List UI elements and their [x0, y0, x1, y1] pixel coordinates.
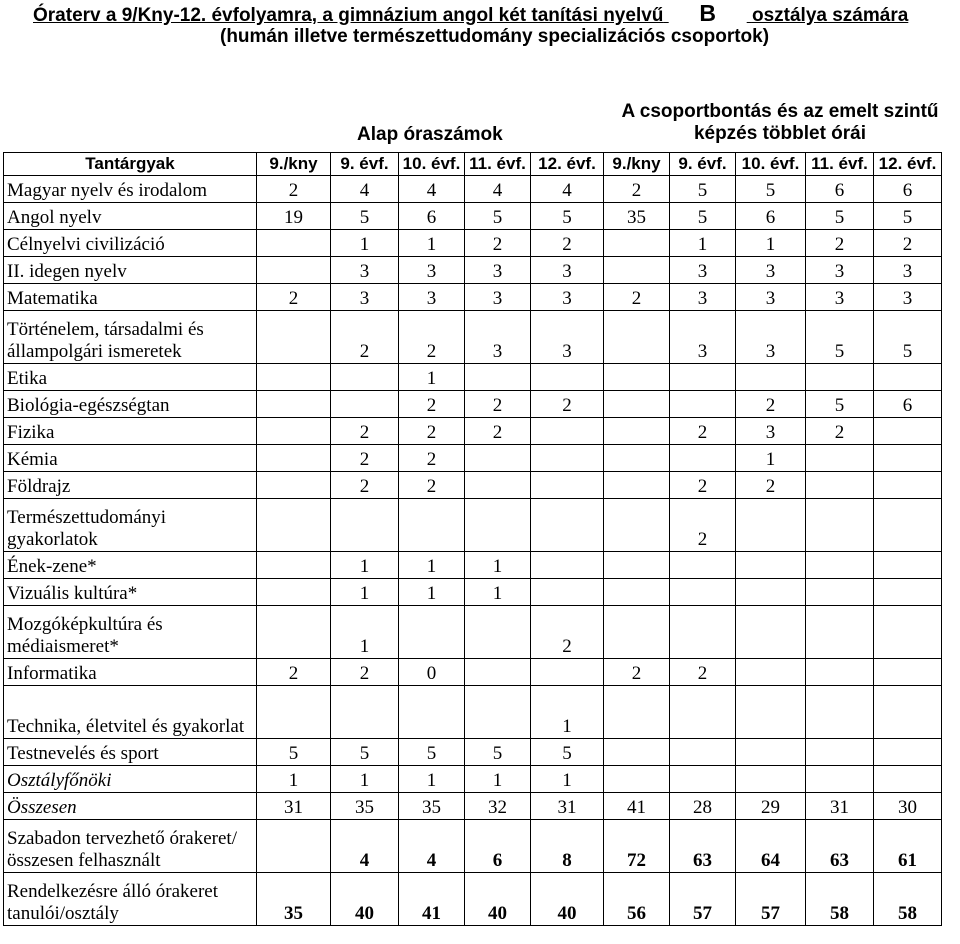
hours-cell: 4 [331, 820, 399, 873]
hours-cell [874, 739, 942, 766]
subject-cell: Testnevelés és sport [4, 739, 257, 766]
hours-cell: 3 [399, 257, 465, 284]
hours-cell [399, 606, 465, 659]
hours-cell: 72 [604, 820, 670, 873]
table-row [4, 230, 942, 257]
table-row [4, 739, 942, 766]
hours-cell [874, 364, 942, 391]
hours-cell [531, 659, 604, 686]
hours-cell: 2 [399, 472, 465, 499]
hours-cell: 2 [465, 230, 531, 257]
hours-cell [604, 257, 670, 284]
hours-cell: 31 [257, 793, 331, 820]
hours-cell: 6 [874, 391, 942, 418]
hours-cell: 5 [874, 311, 942, 364]
hours-cell [399, 499, 465, 552]
hours-cell: 30 [874, 793, 942, 820]
hours-cell: 5 [874, 203, 942, 230]
column-header: 10. évf. [736, 153, 806, 176]
hours-cell: 40 [531, 873, 604, 926]
hours-cell: 1 [257, 766, 331, 793]
hours-cell [604, 686, 670, 739]
hours-cell [257, 499, 331, 552]
hours-cell [604, 552, 670, 579]
hours-cell: 1 [331, 552, 399, 579]
hours-cell: 29 [736, 793, 806, 820]
hours-cell [257, 552, 331, 579]
hours-cell [806, 445, 874, 472]
hours-cell: 2 [670, 659, 736, 686]
hours-cell: 35 [604, 203, 670, 230]
hours-cell [670, 391, 736, 418]
hours-cell: 5 [670, 176, 736, 203]
hours-cell [806, 686, 874, 739]
hours-cell: 2 [531, 391, 604, 418]
hours-cell [257, 364, 331, 391]
hours-cell: 3 [331, 284, 399, 311]
hours-cell [257, 391, 331, 418]
table-row [4, 552, 942, 579]
hours-cell [257, 472, 331, 499]
hours-cell [806, 659, 874, 686]
hours-cell [531, 552, 604, 579]
hours-cell: 2 [736, 472, 806, 499]
hours-cell: 8 [531, 820, 604, 873]
hours-cell [531, 499, 604, 552]
hours-cell: 2 [331, 418, 399, 445]
column-header: 9. évf. [331, 153, 399, 176]
hours-cell [604, 230, 670, 257]
hours-cell [736, 739, 806, 766]
table-row [4, 820, 942, 873]
hours-cell: 6 [399, 203, 465, 230]
hours-cell [465, 445, 531, 472]
hours-cell [531, 445, 604, 472]
hours-cell: 3 [670, 257, 736, 284]
hours-cell: 40 [331, 873, 399, 926]
subject-cell: Rendelkezésre álló órakeret tanulói/osztály [4, 873, 257, 926]
hours-cell: 2 [604, 284, 670, 311]
table-row [4, 793, 942, 820]
hours-cell: 35 [257, 873, 331, 926]
hours-cell: 0 [399, 659, 465, 686]
hours-cell [874, 418, 942, 445]
hours-cell [331, 499, 399, 552]
hours-cell: 2 [736, 391, 806, 418]
title-after: osztálya számára [751, 5, 909, 26]
hours-cell [670, 606, 736, 659]
hours-cell: 1 [736, 445, 806, 472]
hours-cell: 3 [736, 257, 806, 284]
hours-cell: 3 [806, 284, 874, 311]
hours-cell: 5 [399, 739, 465, 766]
hours-cell: 2 [670, 418, 736, 445]
hours-cell [531, 418, 604, 445]
hours-cell [670, 579, 736, 606]
hours-cell [874, 579, 942, 606]
hours-cell [604, 445, 670, 472]
hours-cell: 1 [399, 230, 465, 257]
hours-cell [736, 606, 806, 659]
subject-cell: Természettudományi gyakorlatok [4, 499, 257, 552]
hours-cell [874, 659, 942, 686]
hours-cell [465, 364, 531, 391]
table-row [4, 445, 942, 472]
hours-cell: 5 [806, 391, 874, 418]
hours-cell: 5 [331, 203, 399, 230]
hours-cell [806, 472, 874, 499]
hours-cell [465, 472, 531, 499]
document-subtitle: (humán illetve természettudomány specializációs csoportok) [220, 26, 770, 47]
table-row [4, 418, 942, 445]
column-header: 9./kny [604, 153, 670, 176]
hours-cell [604, 418, 670, 445]
hours-cell: 5 [531, 739, 604, 766]
hours-cell: 41 [399, 873, 465, 926]
hours-cell [736, 579, 806, 606]
table-row [4, 203, 942, 230]
hours-cell: 3 [465, 257, 531, 284]
title-before: Óraterv a 9/Kny-12. évfolyamra, a gimnázium angol két tanítási nyelvű [33, 5, 664, 26]
hours-cell [604, 766, 670, 793]
hours-cell [806, 739, 874, 766]
hours-cell: 4 [331, 176, 399, 203]
hours-cell: 3 [736, 418, 806, 445]
hours-cell [874, 472, 942, 499]
hours-cell [257, 257, 331, 284]
hours-cell: 2 [257, 284, 331, 311]
hours-cell: 5 [331, 739, 399, 766]
hours-cell: 2 [399, 311, 465, 364]
hours-cell: 58 [874, 873, 942, 926]
hours-cell: 2 [399, 391, 465, 418]
hours-cell [806, 552, 874, 579]
hours-cell: 4 [399, 820, 465, 873]
hours-cell: 57 [670, 873, 736, 926]
hours-cell [736, 552, 806, 579]
hours-cell [736, 686, 806, 739]
hours-cell: 3 [331, 257, 399, 284]
hours-cell: 1 [531, 766, 604, 793]
subject-cell: Történelem, társadalmi és állampolgári ismeretek [4, 311, 257, 364]
hours-cell: 2 [874, 230, 942, 257]
hours-cell [874, 552, 942, 579]
hours-cell: 3 [670, 311, 736, 364]
hours-cell [806, 499, 874, 552]
hours-cell: 1 [399, 364, 465, 391]
hours-cell: 2 [531, 230, 604, 257]
hours-cell: 5 [736, 176, 806, 203]
subject-cell: Angol nyelv [4, 203, 257, 230]
hours-cell [465, 686, 531, 739]
hours-cell [874, 445, 942, 472]
table-row [4, 499, 942, 552]
hours-cell: 4 [399, 176, 465, 203]
hours-cell: 61 [874, 820, 942, 873]
subject-cell: Osztályfőnöki [4, 766, 257, 793]
hours-cell: 5 [806, 311, 874, 364]
hours-cell [604, 472, 670, 499]
hours-cell [531, 472, 604, 499]
hours-cell [604, 364, 670, 391]
hours-cell: 63 [670, 820, 736, 873]
hours-cell: 35 [399, 793, 465, 820]
subject-cell: Földrajz [4, 472, 257, 499]
hours-cell [670, 686, 736, 739]
hours-cell: 1 [331, 579, 399, 606]
table-row [4, 364, 942, 391]
hours-cell: 2 [257, 176, 331, 203]
subject-cell: II. idegen nyelv [4, 257, 257, 284]
class-letter: B [699, 0, 716, 26]
hours-cell: 2 [331, 445, 399, 472]
hours-cell [465, 606, 531, 659]
hours-cell: 1 [331, 606, 399, 659]
subject-cell: Matematika [4, 284, 257, 311]
hours-cell: 3 [874, 284, 942, 311]
hours-cell: 5 [465, 203, 531, 230]
hours-cell: 6 [806, 176, 874, 203]
hours-cell: 1 [465, 579, 531, 606]
hours-cell: 57 [736, 873, 806, 926]
hours-cell: 2 [670, 472, 736, 499]
hours-cell: 2 [331, 659, 399, 686]
hours-cell [806, 579, 874, 606]
hours-cell: 2 [604, 659, 670, 686]
subject-cell: Vizuális kultúra* [4, 579, 257, 606]
hours-cell: 1 [399, 552, 465, 579]
hours-cell: 1 [465, 766, 531, 793]
hours-cell [331, 686, 399, 739]
hours-cell [736, 364, 806, 391]
hours-cell [670, 739, 736, 766]
hours-cell: 3 [806, 257, 874, 284]
hours-cell: 3 [736, 284, 806, 311]
subject-cell: Összesen [4, 793, 257, 820]
hours-cell: 41 [604, 793, 670, 820]
curriculum-table [3, 152, 942, 926]
hours-cell: 5 [670, 203, 736, 230]
column-header: 12. évf. [531, 153, 604, 176]
column-header: 12. évf. [874, 153, 942, 176]
hours-cell: 1 [736, 230, 806, 257]
hours-cell [604, 391, 670, 418]
hours-cell [257, 579, 331, 606]
column-header: 9./kny [257, 153, 331, 176]
document-title [33, 2, 933, 27]
hours-cell: 1 [399, 579, 465, 606]
subject-cell: Szabadon tervezhető órakeret/összesen felhasznált [4, 820, 257, 873]
column-header: 9. évf. [670, 153, 736, 176]
hours-cell: 1 [670, 230, 736, 257]
hours-cell [257, 418, 331, 445]
hours-cell: 31 [806, 793, 874, 820]
hours-cell [806, 606, 874, 659]
hours-cell [670, 766, 736, 793]
hours-cell [670, 552, 736, 579]
hours-cell [531, 579, 604, 606]
hours-cell [806, 364, 874, 391]
hours-cell [257, 606, 331, 659]
hours-cell: 2 [465, 418, 531, 445]
column-header: 11. évf. [465, 153, 531, 176]
hours-cell [331, 364, 399, 391]
column-header: 10. évf. [399, 153, 465, 176]
table-row [4, 311, 942, 364]
subject-cell: Etika [4, 364, 257, 391]
hours-cell: 2 [465, 391, 531, 418]
subject-cell: Magyar nyelv és irodalom [4, 176, 257, 203]
subject-cell: Ének-zene* [4, 552, 257, 579]
table-row [4, 659, 942, 686]
subject-cell: Kémia [4, 445, 257, 472]
hours-cell: 5 [531, 203, 604, 230]
hours-cell [874, 606, 942, 659]
hours-cell: 3 [465, 311, 531, 364]
hours-cell [874, 766, 942, 793]
table-row [4, 686, 942, 739]
hours-cell: 4 [465, 176, 531, 203]
group-header-extra: A csoportbontás és az emelt szintű képzés többlet órái [621, 101, 939, 144]
hours-cell: 1 [531, 686, 604, 739]
hours-cell: 6 [465, 820, 531, 873]
hours-cell: 63 [806, 820, 874, 873]
hours-cell [806, 766, 874, 793]
hours-cell: 2 [331, 311, 399, 364]
hours-cell: 2 [257, 659, 331, 686]
table-row [4, 257, 942, 284]
hours-cell [736, 499, 806, 552]
hours-cell: 5 [806, 203, 874, 230]
subject-cell: Fizika [4, 418, 257, 445]
hours-cell [604, 739, 670, 766]
subject-cell: Informatika [4, 659, 257, 686]
hours-cell: 3 [670, 284, 736, 311]
hours-cell: 2 [604, 176, 670, 203]
hours-cell [465, 499, 531, 552]
table-row [4, 472, 942, 499]
hours-cell: 3 [736, 311, 806, 364]
hours-cell [670, 364, 736, 391]
hours-cell [399, 686, 465, 739]
hours-cell: 56 [604, 873, 670, 926]
hours-cell [874, 499, 942, 552]
hours-cell: 2 [806, 418, 874, 445]
column-header: Tantárgyak [4, 153, 257, 176]
hours-cell: 58 [806, 873, 874, 926]
hours-cell: 2 [399, 445, 465, 472]
hours-cell [531, 364, 604, 391]
table-row [4, 579, 942, 606]
group-header-base: Alap óraszámok [357, 124, 503, 145]
hours-cell [257, 311, 331, 364]
hours-cell [604, 311, 670, 364]
hours-cell: 31 [531, 793, 604, 820]
hours-cell [465, 659, 531, 686]
hours-cell: 3 [531, 284, 604, 311]
hours-cell: 1 [331, 230, 399, 257]
table-row [4, 391, 942, 418]
hours-cell: 6 [736, 203, 806, 230]
hours-cell: 3 [531, 257, 604, 284]
hours-cell: 3 [399, 284, 465, 311]
hours-cell: 2 [806, 230, 874, 257]
hours-cell [257, 230, 331, 257]
hours-cell [257, 445, 331, 472]
hours-cell [736, 659, 806, 686]
hours-cell [604, 499, 670, 552]
hours-cell [670, 445, 736, 472]
column-header: 11. évf. [806, 153, 874, 176]
hours-cell [257, 820, 331, 873]
table-row [4, 873, 942, 926]
hours-cell: 2 [670, 499, 736, 552]
hours-cell: 64 [736, 820, 806, 873]
hours-cell: 6 [874, 176, 942, 203]
hours-cell: 5 [257, 739, 331, 766]
hours-cell: 3 [874, 257, 942, 284]
hours-cell: 1 [331, 766, 399, 793]
hours-cell [331, 391, 399, 418]
hours-cell: 1 [465, 552, 531, 579]
hours-cell: 2 [331, 472, 399, 499]
table-row [4, 176, 942, 203]
table-row [4, 766, 942, 793]
subject-cell: Technika, életvitel és gyakorlat [4, 686, 257, 739]
hours-cell: 3 [465, 284, 531, 311]
hours-cell: 1 [399, 766, 465, 793]
hours-cell: 5 [465, 739, 531, 766]
hours-cell [874, 686, 942, 739]
hours-cell: 19 [257, 203, 331, 230]
hours-cell [604, 579, 670, 606]
subject-cell: Célnyelvi civilizáció [4, 230, 257, 257]
hours-cell [257, 686, 331, 739]
subject-cell: Mozgóképkultúra és médiaismeret* [4, 606, 257, 659]
subject-cell: Biológia-egészségtan [4, 391, 257, 418]
table-row [4, 606, 942, 659]
hours-cell: 40 [465, 873, 531, 926]
hours-cell [736, 766, 806, 793]
hours-cell: 35 [331, 793, 399, 820]
hours-cell [604, 606, 670, 659]
hours-cell: 2 [531, 606, 604, 659]
hours-cell: 28 [670, 793, 736, 820]
hours-cell: 32 [465, 793, 531, 820]
hours-cell: 3 [531, 311, 604, 364]
table-row [4, 284, 942, 311]
hours-cell: 4 [531, 176, 604, 203]
hours-cell: 2 [399, 418, 465, 445]
column-header-row [4, 153, 942, 176]
